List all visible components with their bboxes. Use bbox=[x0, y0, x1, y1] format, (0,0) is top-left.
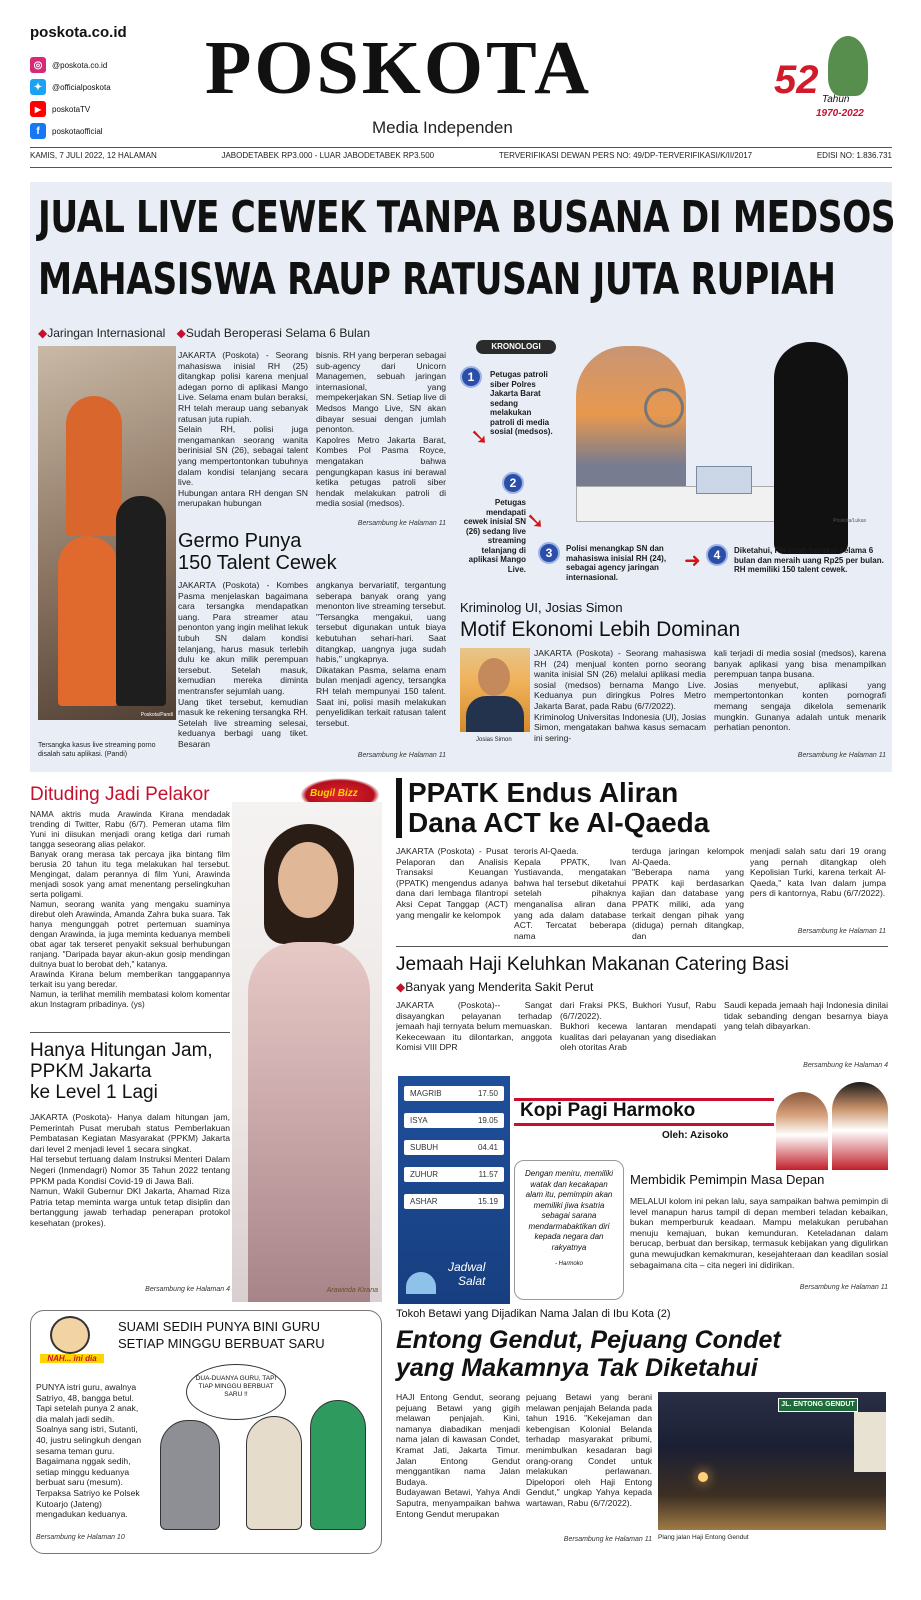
lead-story-col1: JAKARTA (Poskota) - Seorang mahasiswa inisial RH (25) ditangkap polisi karena menjual adegan porno di aplikasi Mango Live. Selama enam bulan beraksi, RH telah meraup uang sebanyak ratusan juta rupiah. Selain RH, polisi juga mengamankan seorang wanita berinisial SN (26), sebagai talent yang mempertontonkan tubuhnya dalam kondisi telanjang secara live. Hubungan antara RH dengan SN merupakan hubungan bbox=[178, 350, 308, 509]
krim-photo-caption: Josias Simon bbox=[476, 737, 512, 743]
step-3 bbox=[538, 542, 708, 582]
instagram-icon: ◎ bbox=[30, 57, 46, 73]
portrait-left bbox=[776, 1092, 828, 1170]
anniversary-number: 52 bbox=[774, 58, 819, 102]
nah-logo[interactable] bbox=[40, 1316, 104, 1372]
anniversary-figure bbox=[828, 36, 868, 96]
kopi-quote-box bbox=[514, 1160, 624, 1300]
anniversary-badge bbox=[770, 36, 890, 126]
cartoon[interactable] bbox=[150, 1360, 376, 1540]
lead-kickers bbox=[38, 326, 370, 340]
prayer-list bbox=[404, 1086, 504, 1221]
krim-kicker: Kriminolog UI, Josias Simon bbox=[460, 600, 623, 615]
building bbox=[854, 1412, 886, 1472]
facebook-icon: f bbox=[30, 123, 46, 139]
prayer-name: MAGRIB bbox=[410, 1089, 442, 1098]
step-number: 1 bbox=[460, 366, 482, 388]
continued-link[interactable]: Bersambung ke Halaman 11 bbox=[563, 1536, 652, 1543]
mosque-icon bbox=[406, 1272, 436, 1294]
suspect-figure bbox=[66, 396, 122, 536]
photo-label: Arawinda Kirana bbox=[326, 1287, 378, 1294]
kicker: Sudah Beroperasi Selama 6 Bulan bbox=[185, 326, 371, 340]
twitter-icon: ✦ bbox=[30, 79, 46, 95]
ppatk-title-line2: Dana ACT ke Al-Qaeda bbox=[408, 807, 710, 838]
continued-link[interactable]: Bersambung ke Halaman 11 bbox=[797, 928, 886, 935]
tagline: Media Independen bbox=[372, 118, 513, 137]
ring-light-icon bbox=[644, 388, 684, 428]
continued-link[interactable]: Bersambung ke Halaman 11 bbox=[357, 752, 446, 759]
kopi-quote: Dengan meniru, memiliki watak dan kecakapan alam itu, pemimpin akan memiliki jiwa ksatria sebagai sarana mendarmabaktikan diri kepada negara dan rakyatnya bbox=[524, 1169, 614, 1252]
person-body bbox=[466, 696, 524, 732]
social-handle: poskotaofficial bbox=[52, 126, 103, 136]
social-handle: @poskota.co.id bbox=[52, 60, 108, 70]
step-text: Polisi menangkap SN dan mahasiswa inisial RH (24), sebagai agency jaringan internasional. bbox=[566, 544, 667, 582]
haji-col2: dari Fraksi PKS, Bukhori Yusuf, Rabu (6/7/2022). Bukhori kecewa lantaran mendapati kualitas dari pelayanan yang disediakan oleh otoritas Arab bbox=[560, 1000, 716, 1053]
badge-text: Bugil Bizz bbox=[310, 788, 358, 799]
portrait-right bbox=[832, 1082, 888, 1170]
prayer-time: 19.05 bbox=[477, 1116, 498, 1125]
entong-col1: HAJI Entong Gendut, seorang pejuang Betawi yang gigih melawan penjajah. Kini, namanya diabadikan menjadi nama jalan di kawasan Condet, Kramat Jati, Jakarta Timur. Jalan Entong Gendut menggantikan nama Jalan Budaya. Budayawan Betawi, Yahya Andi Saputra, menyampaikan bahwa Entong Gendut merupakan bbox=[396, 1392, 520, 1519]
kronologi-credit: Poskota/Lukas bbox=[833, 518, 866, 524]
prayer-name: ISYA bbox=[410, 1116, 428, 1125]
social-handle: poskotaTV bbox=[52, 104, 91, 114]
bullet-icon: ◆ bbox=[38, 326, 48, 340]
haji-kicker bbox=[396, 980, 593, 994]
cartoon-man bbox=[246, 1416, 302, 1530]
nah-logo-text: NAH... ini dia bbox=[40, 1354, 104, 1363]
kronologi-label: KRONOLOGI bbox=[476, 340, 556, 354]
nah-title-line2: SETIAP MINGGU BERBUAT SARU bbox=[118, 1336, 325, 1351]
continued-link[interactable]: Bersambung ke Halaman 4 bbox=[145, 1286, 230, 1293]
sub-story-col2: angkanya bervariatif, tergantung seberapa banyak orang yang menonton live streaming tersebut. "Tersangka mengakui, uang tersebut digunakan untuk biaya kebutuhan sehari-hari. Saat ditangkap, uangnya juga sudah habis," ungkapnya. Dikatakan Pasma, selama enam bulan menjadi agency, tersangka RH telah mempunyai 150 talent. Saat ini, polisi masih melakukan penyelidikan terkait ratusan talent tersebut. bbox=[316, 580, 446, 728]
prayer-row bbox=[404, 1167, 504, 1182]
entong-title[interactable] bbox=[396, 1326, 781, 1382]
krim-col1: JAKARTA (Poskota) - Seorang mahasiswa RH (24) menjual konten porno seorang wanita inisial SN (26) melalui aplikasi media sosial (medsos) bernama Mango Live. Keduanya pun diringkus Polres Metro Jakarta Barat, pada Rabu (6/7/2022). Kriminolog Universitas Indonesia (UI), Josias Simon, mengatakan bahwa kasus semacam ini sering- bbox=[534, 648, 706, 743]
lead-headline-line1[interactable]: JUAL LIVE CEWEK TANPA BUSANA DI MEDSOS bbox=[38, 192, 896, 243]
lead-photo[interactable] bbox=[38, 346, 176, 720]
bullet-icon: ◆ bbox=[176, 326, 186, 340]
step-text: Petugas patroli siber Polres Jakarta Barat sedang melakukan patroli di media sosial (medsos). bbox=[490, 370, 553, 436]
youtube-icon: ▶ bbox=[30, 101, 46, 117]
sub-story-col1: JAKARTA (Poskota) - Kombes Pasma menjelaskan bagaimana cara tersangka mendapatkan uang. Para streamer atau penonton yang ingin melihat lekuk tubuh SN dalam kondisi telanjang, harus masuk terlebih dulu ke akun milik perempuan tersebut. Setelah masuk, kemudian mereka diminta mentransfer sejumlah uang. Uang tiket tersebut, kemudian masuk ke rekening tersangka RH. Setelah live streaming selesai, keduanya berbagi uang tiket. Besaran bbox=[178, 580, 308, 749]
info-bar bbox=[30, 151, 892, 165]
social-twitter[interactable] bbox=[30, 76, 111, 98]
speech-bubble: DUA-DUANYA GURU, TAPI TIAP MINGGU BERBUAT SARU !! bbox=[186, 1364, 286, 1420]
step-number: 2 bbox=[502, 472, 524, 494]
entong-title-line1: Entong Gendut, Pejuang Condet bbox=[396, 1326, 781, 1354]
cartoon-face-icon bbox=[50, 1316, 90, 1354]
verification-info: TERVERIFIKASI DEWAN PERS NO: 49/DP-TERVERIFIKASI/K/II/2017 bbox=[498, 151, 753, 160]
suspect-figure bbox=[58, 536, 118, 706]
continued-link[interactable]: Bersambung ke Halaman 11 bbox=[357, 520, 446, 527]
ppatk-col3: terduga jaringan kelompok Al-Qaeda. "Beberapa nama yang PPATK kaji berdasarkan kajian dan database yang PPATK miliki, ada yang terkait dengan pihak yang (diduga) pernah ditangkap, dan bbox=[632, 846, 744, 941]
entong-caption: Plang jalan Haji Entong Gendut bbox=[658, 1534, 749, 1541]
entong-col2: pejuang Betawi yang berani melawan penjajah Belanda pada tahun 1916. "Kekejaman dan kebengisan Kolonial Belanda terhadap masyarakat pribumi, menimbulkan kesadaran bagi orang-orang Condet untuk melakukan perlawanan. Dipelopori oleh Haji Entong Gendut," ungkap Yahya kepada wartawan, Rabu (6/7/2022). bbox=[526, 1392, 652, 1508]
street-sign-photo[interactable] bbox=[658, 1392, 886, 1530]
anniversary-text: Tahun bbox=[822, 94, 850, 105]
ppatk-title-line1: PPATK Endus Aliran bbox=[408, 777, 679, 808]
ppkm-title-line2: PPKM Jakarta bbox=[30, 1061, 152, 1082]
step-text: Petugas mendapati cewek inisial SN (26) sedang live streaming telanjang di aplikasi Mango Live. bbox=[463, 498, 526, 574]
person-head bbox=[478, 658, 510, 696]
ppatk-col1: JAKARTA (Poskota) - Pusat Pelaporan dan Analisis Transaksi Keuangan (PPATK) mengendus adanya dana dari lembaga filantropi Aksi Cepat Tanggap (ACT) yang mengalir ke kelompok bbox=[396, 846, 508, 920]
nah-title[interactable] bbox=[118, 1318, 325, 1352]
krim-title[interactable]: Motif Ekonomi Lebih Dominan bbox=[460, 618, 741, 641]
cartoon-woman bbox=[310, 1400, 366, 1530]
ppkm-title-line1: Hanya Hitungan Jam, bbox=[30, 1040, 213, 1061]
haji-title[interactable]: Jemaah Haji Keluhkan Makanan Catering Basi bbox=[396, 954, 789, 975]
prayer-row bbox=[404, 1140, 504, 1155]
person-dress bbox=[248, 942, 370, 1302]
prayer-schedule bbox=[398, 1076, 510, 1304]
step-number: 4 bbox=[706, 544, 728, 566]
edition-number: EDISI NO: 1.836.731 bbox=[816, 151, 892, 160]
prayer-row bbox=[404, 1086, 504, 1101]
ppkm-title-line3: ke Level 1 Lagi bbox=[30, 1082, 158, 1103]
lead-headline-line2[interactable]: MAHASISWA RAUP RATUSAN JUTA RUPIAH bbox=[38, 254, 836, 305]
krim-col2: kali terjadi di media sosial (medsos), karena banyak aplikasi yang bisa menampilkan perempuan tanpa busana. Josias menyebut, aplikasi yang mempertontonkan konten pornografi memang sengaja dikelola semenarik mungkin. Gunanya adalah untuk menarik perhatian penonton. bbox=[714, 648, 886, 733]
lead-story-col2: bisnis. RH yang berperan sebagai sub-agency dari Unicorn Managemen, sebuah jaringan internasional, yang mempekerjakan SN. Setiap live di Medsos Mango Live, SN akan dibayar sesuai dengan jumlah penonton. Kapolres Metro Jakarta Barat, Kombes Pol Pasma Royce, mengatakan bahwa pengungkapan kasus ini berawal ketika petugas patroli siber hendak melakukan patroli di media sosial (medsos). bbox=[316, 350, 446, 509]
divider bbox=[396, 946, 888, 947]
sub-title-line2: 150 Talent Cewek bbox=[178, 552, 337, 574]
prayer-name: SUBUH bbox=[410, 1143, 439, 1152]
ppatk-col4: menjadi salah satu dari 19 orang yang pernah ditangkap oleh Kepolisian Turki, karena terkait Al-Qaeda," kata Ivan dalam jumpa pers di kantornya, Rabu (6/7/2022). bbox=[750, 846, 886, 899]
kronologi-panel bbox=[456, 336, 888, 598]
photo-credit: Poskota/Pandi bbox=[140, 712, 173, 718]
prayer-name: ASHAR bbox=[410, 1197, 438, 1206]
prayer-time: 04.41 bbox=[477, 1143, 498, 1152]
kopi-portraits bbox=[776, 1082, 890, 1170]
social-list bbox=[30, 54, 111, 142]
arrow-icon: ➘ bbox=[526, 508, 545, 533]
issue-date: KAMIS, 7 JULI 2022, 12 HALAMAN bbox=[30, 151, 157, 160]
street-sign: JL. ENTONG GENDUT bbox=[778, 1398, 858, 1412]
haji-col3: Saudi kepada jemaah haji Indonesia dinilai tidak sebanding dengan besarnya biaya yang telah dibayarkan. bbox=[724, 1000, 888, 1032]
arrow-icon: ➜ bbox=[684, 550, 701, 572]
prayer-row bbox=[404, 1194, 504, 1209]
prayer-time: 17.50 bbox=[477, 1089, 498, 1098]
haji-col1: JAKARTA (Poskota)-- Sangat disayangkan pelayanan terhadap jemaah haji ternyata belum memuaskan. Kekecewaan itu dilontarkan, anggota Komisi VIII DPR bbox=[396, 1000, 552, 1053]
pelakor-text: NAMA aktris muda Arawinda Kirana mendadak trending di Twitter, Rabu (6/7). Pemeran utama film Yuni ini diisukan menjadi orang ketiga dari rumah tangga seseorang alias pelakor. Banyak orang merasa tak percaya jika bintang film berusia 20 tahun itu tega melakukan hal tersebut. Mengingat, dalam perannya di film Yuni, Arawinda menjadi sosok yang amat menentang perselingkuhan serta poligami. Namun, seorang wanita yang mengaku suaminya direbut oleh Arawinda, Amanda Zahra buka suara. Tak hanya mengunggah potret pertemuan suaminya dengan Arawinda, ia juga meminta keduanya membeli obat agar tak terseret penyakit seksual berhubungan ranjang. "Daripada bayar akun-akun gosip mendingan duitnya buat lo berobat deh," katanya. Arawinda Kirana belum memberikan tanggapannya terkait isu yang beredar. Namun, ia terlihat memilih membatasi kolom komentar akun Instagram pribadinya. (ys) bbox=[30, 810, 230, 1009]
step-4 bbox=[706, 544, 886, 574]
title-line1: Jadwal bbox=[448, 1260, 486, 1274]
social-instagram[interactable] bbox=[30, 54, 111, 76]
cartoon-officer bbox=[160, 1420, 220, 1530]
step-text: Diketahui, RH telah beraksi selama 6 bulan dan meraih uang Rp25 per bulan. RH memiliki 150 talent cewek. bbox=[734, 546, 884, 574]
person-face bbox=[278, 842, 338, 918]
entong-series: Tokoh Betawi yang Dijadikan Nama Jalan di Ibu Kota (2) bbox=[396, 1308, 671, 1320]
continued-link[interactable]: Bersambung ke Halaman 4 bbox=[803, 1062, 888, 1069]
ppkm-text: JAKARTA (Poskota)- Hanya dalam hitungan jam, Pemerintah Pusat merubah status Pemberlakuan Pembatasan Kegiatan Masyarakat (PPKM) Jakarta dari level 2 menjadi level 1 secara singkat. Hal tersebut tertuang dalam Instruksi Menteri Dalam Negeri (Inmendagri) Nomor 35 Tahun 2022 tentang PPKM pada Kondisi Covid-19 di Jawa Bali. Namun, Wakil Gubernur DKI Jakarta, Ahamad Riza Patria tetap meminta warga untuk tetap disiplin dan bertanggung jawab terhadap penerapan protokol kesehatan (prokes). bbox=[30, 1112, 230, 1228]
social-youtube[interactable] bbox=[30, 98, 111, 120]
social-facebook[interactable] bbox=[30, 120, 111, 142]
step-number: 3 bbox=[538, 542, 560, 564]
logo[interactable]: POSKOTA bbox=[205, 26, 592, 110]
kicker: Jaringan Internasional bbox=[47, 326, 166, 340]
divider bbox=[30, 1032, 230, 1033]
street-light bbox=[698, 1472, 708, 1482]
kopi-quote-by: - Harmoko bbox=[554, 1261, 583, 1267]
price-info: JABODETABEK RP3.000 - LUAR JABODETABEK RP3.500 bbox=[221, 151, 435, 160]
kopi-text: MELALUI kolom ini pekan lalu, saya sampaikan bahwa pemimpin di level manapun harus tampil di depan memberi teladan kebaikan, bukan memperburuk keadaan. Mampu melakukan perubahan menuju kemajuan, bukan kemunduran. Keteladanan dalam berucap, berbuat dan bersikap, termasuk kebijakan yang digulirkan guna mewujudkan kemakmuran, kesejahteraan dan keadilan sosial sebagaimana cita – cita negeri ini didirikan. bbox=[630, 1196, 888, 1270]
social-handle: @officialposkota bbox=[52, 82, 111, 92]
continued-link[interactable]: Bersambung ke Halaman 11 bbox=[797, 752, 886, 759]
continued-link[interactable]: Bersambung ke Halaman 10 bbox=[36, 1534, 125, 1541]
prayer-time: 15.19 bbox=[477, 1197, 498, 1206]
bullet-icon: ◆ bbox=[396, 980, 406, 994]
ppatk-col2: teroris Al-Qaeda. Kepala PPATK, Ivan Yustiavanda, mengatakan bahwa hal tersebut diketahui setelah pihaknya menganalisa aliran dana yang ada dalam database ACT. Tercatat beberapa nama bbox=[514, 846, 626, 941]
kopi-subtitle[interactable]: Membidik Pemimpin Masa Depan bbox=[630, 1172, 825, 1187]
nah-title-line1: SUAMI SEDIH PUNYA BINI GURU bbox=[118, 1319, 321, 1334]
nah-text: PUNYA istri guru, awalnya Satriyo, 48, bangga betul. Tapi setelah punya 2 anak, dia malah jadi sedih. Soalnya sang istri, Sutanti, 40, justru selingkuh dengan sesama teman guru. Bagaimana nggak sedih, setiap minggu keduanya berbuat saru (mesum). Terpaksa Satriyo ke Polsek Kutoarjo (Jateng) mengadukan keduanya. bbox=[36, 1382, 142, 1520]
ppatk-box bbox=[396, 778, 402, 838]
title-line2: Salat bbox=[458, 1274, 486, 1288]
sub-title-line1: Germo Punya bbox=[178, 530, 302, 552]
ppatk-title[interactable] bbox=[408, 778, 709, 838]
laptop-icon bbox=[696, 466, 752, 494]
kopi-title[interactable]: Kopi Pagi Harmoko bbox=[520, 1100, 696, 1121]
anniversary-years: 1970-2022 bbox=[816, 108, 864, 119]
prayer-schedule-title bbox=[448, 1260, 485, 1288]
arrow-icon: ➘ bbox=[470, 424, 489, 449]
ppkm-title[interactable] bbox=[30, 1040, 213, 1103]
kopi-author: Oleh: Azisoko bbox=[662, 1130, 729, 1141]
step-2 bbox=[463, 472, 582, 574]
site-url[interactable]: poskota.co.id bbox=[30, 24, 127, 41]
step-1 bbox=[460, 366, 560, 436]
prayer-name: ZUHUR bbox=[410, 1170, 438, 1179]
celebrity-photo[interactable] bbox=[232, 802, 382, 1302]
divider bbox=[30, 167, 892, 168]
prayer-row bbox=[404, 1113, 504, 1128]
krim-photo[interactable] bbox=[460, 648, 530, 732]
sub-title[interactable] bbox=[178, 530, 337, 574]
officer-figure bbox=[116, 496, 166, 706]
entong-title-line2: yang Makamnya Tak Diketahui bbox=[396, 1354, 758, 1382]
divider bbox=[30, 147, 892, 148]
kicker: Banyak yang Menderita Sakit Perut bbox=[405, 980, 594, 994]
pelakor-title[interactable]: Dituding Jadi Pelakor bbox=[30, 784, 210, 805]
prayer-time: 11.57 bbox=[478, 1170, 498, 1179]
continued-link[interactable]: Bersambung ke Halaman 11 bbox=[799, 1284, 888, 1291]
lead-photo-caption: Tersangka kasus live streaming porno disalah satu aplikasi. (Pandi) bbox=[38, 742, 156, 758]
